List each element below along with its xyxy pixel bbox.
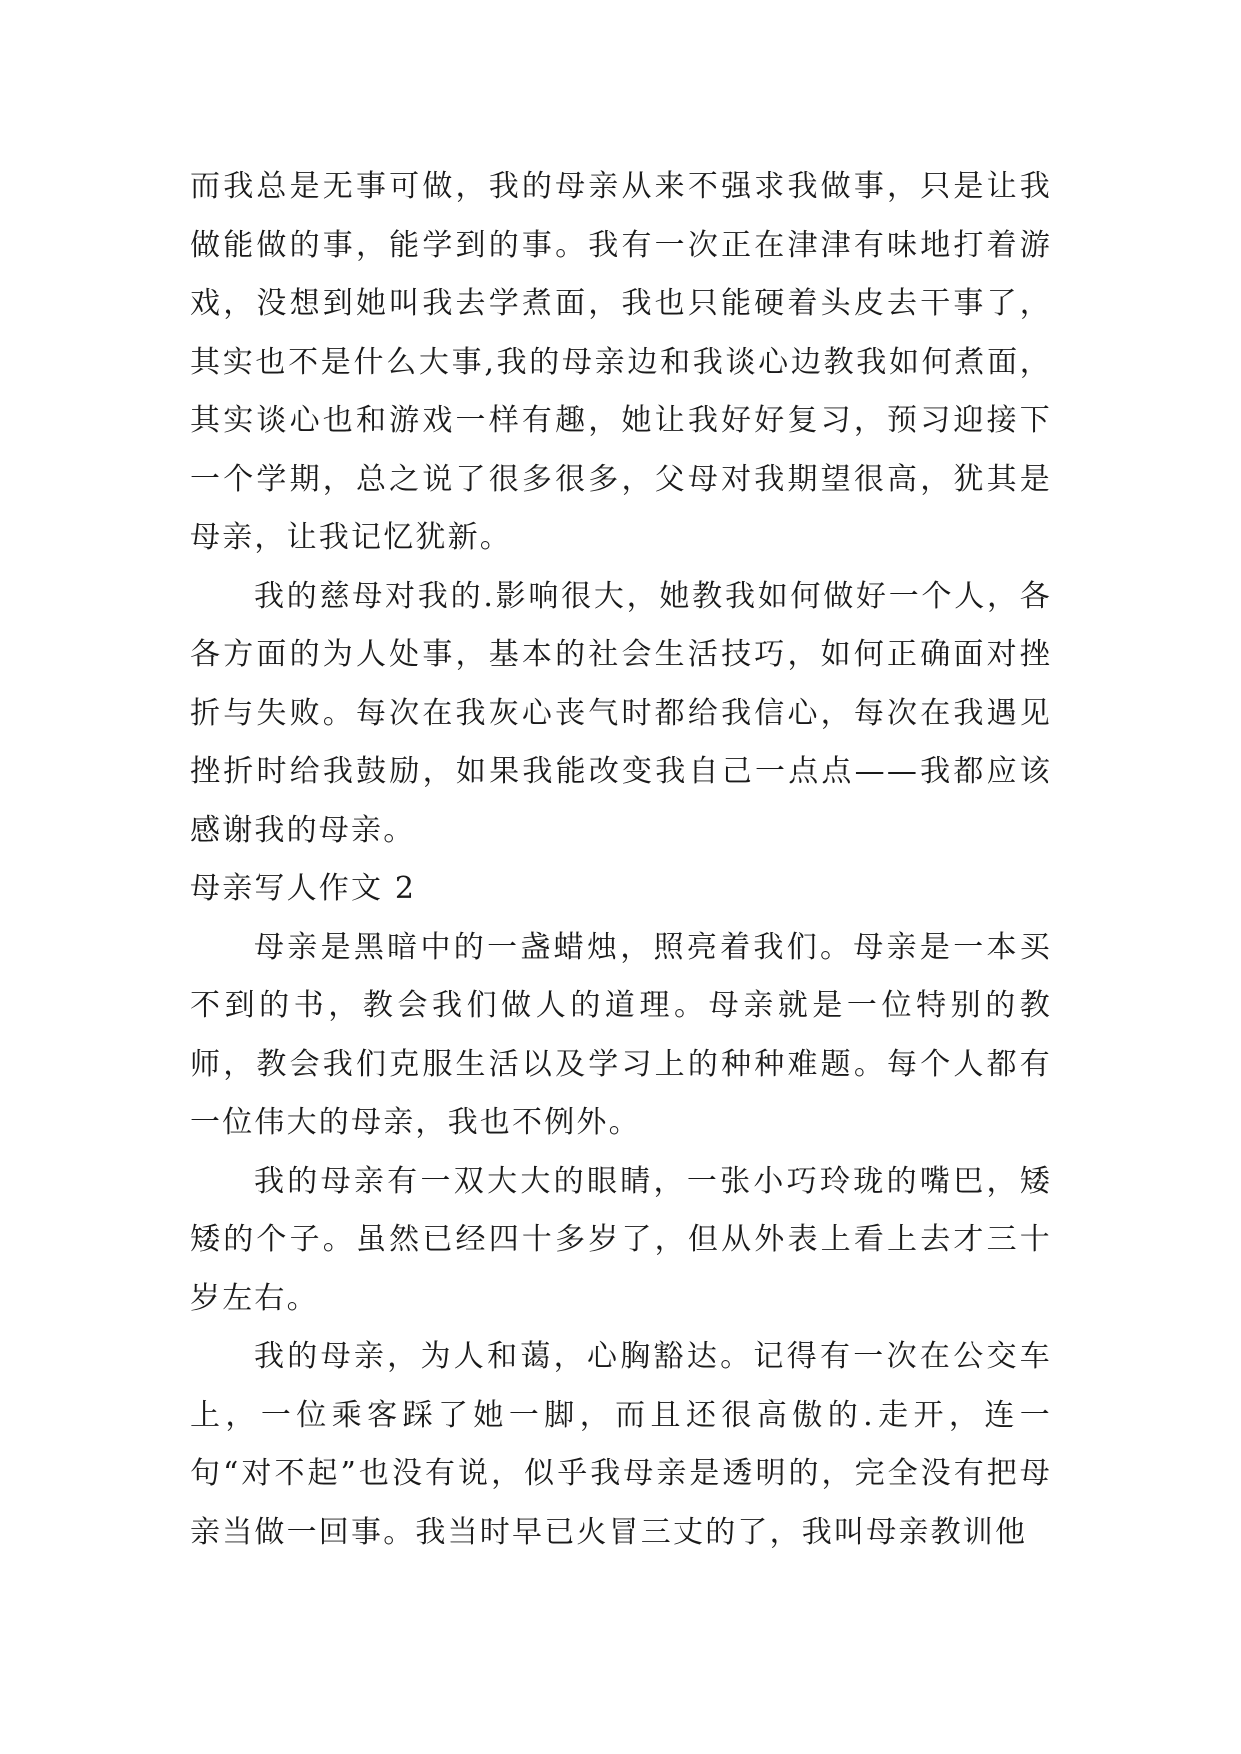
paragraph-4: 我的母亲有一双大大的眼睛，一张小巧玲珑的嘴巴，矮矮的个子。虽然已经四十多岁了，但从外表上看上去才三十岁左右。 <box>190 1163 1052 1316</box>
section-title: 母亲写人作文 2 <box>190 871 417 906</box>
document-body <box>190 158 1052 1562</box>
paragraph-5: 我的母亲，为人和蔼，心胸豁达。记得有一次在公交车上，一位乘客踩了她一脚，而且还很高傲的.走开，连一句“对不起”也没有说，似乎我母亲是透明的，完全没有把母亲当做一回事。我当时早已火冒三丈的了，我叫母亲教训他 <box>190 1339 1052 1550</box>
paragraph-1: 而我总是无事可做，我的母亲从来不强求我做事，只是让我做能做的事，能学到的事。我有一次正在津津有味地打着游戏，没想到她叫我去学煮面，我也只能硬着头皮去干事了，其实也不是什么大事,我的母亲边和我谈心边教我如何煮面，其实谈心也和游戏一样有趣，她让我好好复习，预习迎接下一个学期，总之说了很多很多，父母对我期望很高，犹其是母亲，让我记忆犹新。 <box>190 169 1052 555</box>
paragraph-3: 母亲是黑暗中的一盏蜡烛，照亮着我们。母亲是一本买不到的书，教会我们做人的道理。母亲就是一位特别的教师，教会我们克服生活以及学习上的种种难题。每个人都有一位伟大的母亲，我也不例外。 <box>190 929 1052 1140</box>
paragraph-2: 我的慈母对我的.影响很大，她教我如何做好一个人，各各方面的为人处事，基本的社会生活技巧，如何正确面对挫折与失败。每次在我灰心丧气时都给我信心，每次在我遇见挫折时给我鼓励，如果我能改变我自己一点点——我都应该感谢我的母亲。 <box>190 578 1052 848</box>
